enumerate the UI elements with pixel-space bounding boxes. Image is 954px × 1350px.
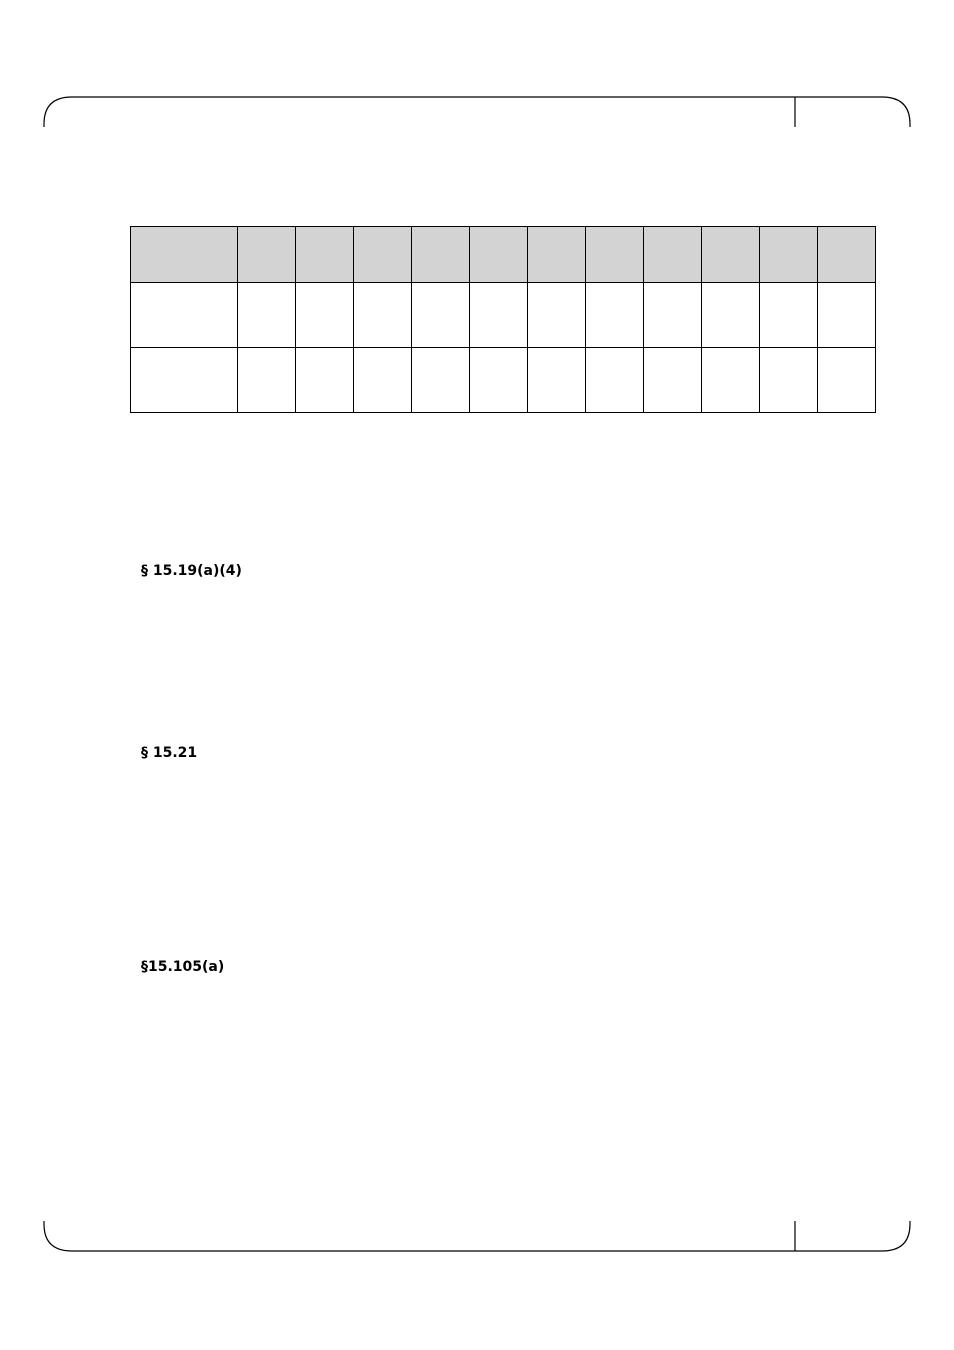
table-cell	[759, 283, 817, 348]
table-cell	[469, 348, 527, 413]
table-row	[131, 283, 876, 348]
table-header-row	[131, 227, 876, 283]
header-cell	[759, 227, 817, 283]
header-cell	[469, 227, 527, 283]
compliance-grid-table	[130, 226, 876, 413]
table-cell	[759, 348, 817, 413]
table-cell	[643, 348, 701, 413]
header-cell	[237, 227, 295, 283]
header-rule	[44, 97, 910, 127]
table-cell	[527, 283, 585, 348]
table-cell	[295, 283, 353, 348]
header-cell	[527, 227, 585, 283]
table-cell	[643, 283, 701, 348]
table-cell	[131, 283, 238, 348]
table-cell	[585, 283, 643, 348]
header-cell	[817, 227, 875, 283]
table-cell	[817, 348, 875, 413]
table-cell	[469, 283, 527, 348]
table-cell	[131, 348, 238, 413]
table-cell	[527, 348, 585, 413]
header-cell	[585, 227, 643, 283]
table-cell	[411, 348, 469, 413]
table-cell	[817, 283, 875, 348]
table-cell	[585, 348, 643, 413]
table-cell	[237, 348, 295, 413]
section-heading-15-19-a-4: § 15.19(a)(4)	[141, 563, 242, 579]
table-cell	[353, 348, 411, 413]
section-heading-15-105-a: §15.105(a)	[141, 959, 225, 975]
table-cell	[353, 283, 411, 348]
header-cell	[295, 227, 353, 283]
table-cell	[701, 283, 759, 348]
table-cell	[237, 283, 295, 348]
section-heading-15-21: § 15.21	[141, 745, 198, 761]
header-cell	[643, 227, 701, 283]
table-row	[131, 348, 876, 413]
header-cell	[353, 227, 411, 283]
header-cell	[131, 227, 238, 283]
table-cell	[295, 348, 353, 413]
header-cell	[701, 227, 759, 283]
table-cell	[701, 348, 759, 413]
footer-rule	[44, 1221, 910, 1251]
table-cell	[411, 283, 469, 348]
header-cell	[411, 227, 469, 283]
